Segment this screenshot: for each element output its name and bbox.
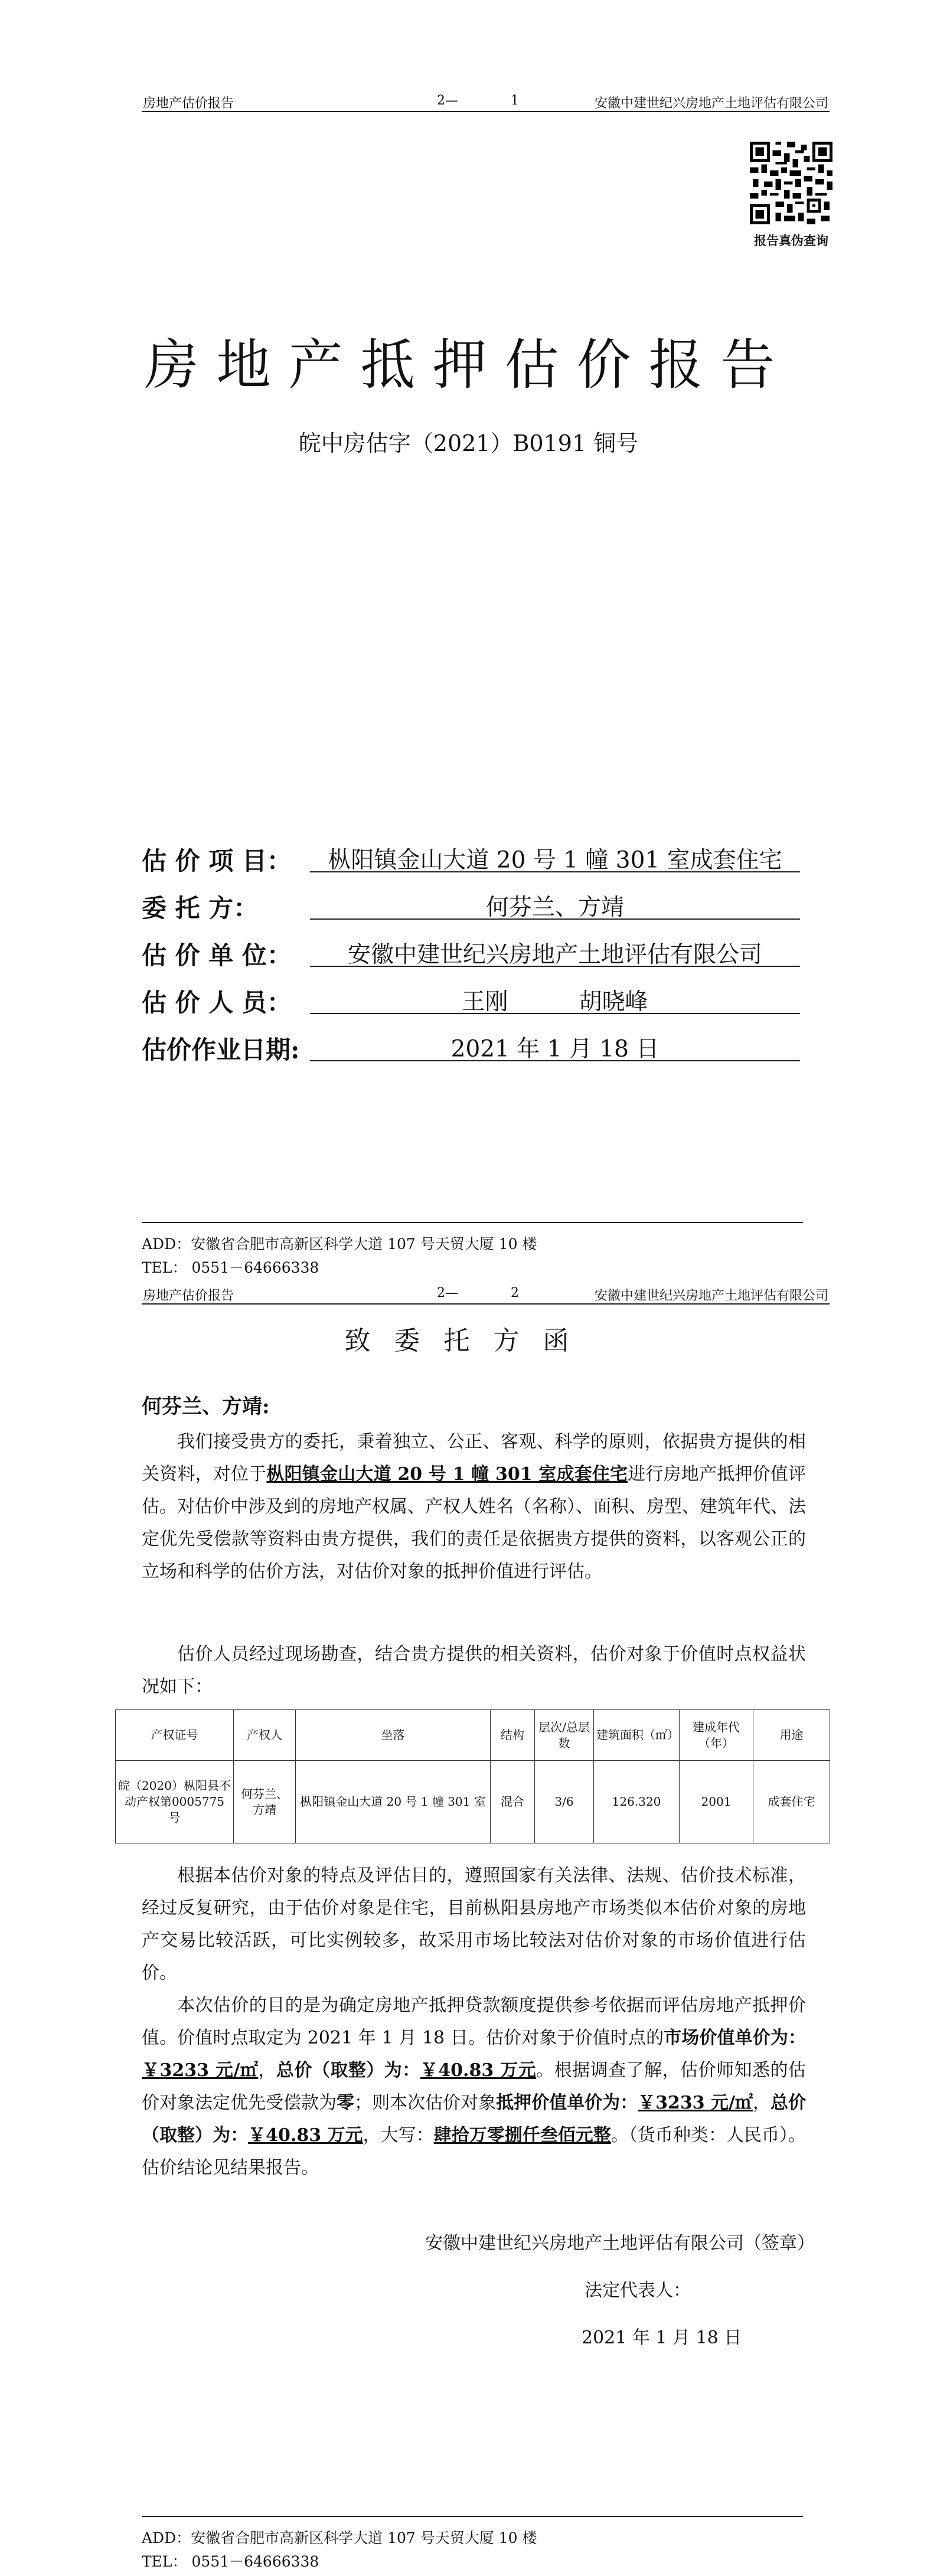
table-cell: 混合 xyxy=(491,1761,535,1843)
footer-address: ADD：安徽省合肥市高新区科学大道 107 号天贸大厦 10 楼 xyxy=(142,1235,537,1253)
signature-company: 安徽中建世纪兴房地产土地评估有限公司（签章） xyxy=(425,2233,815,2254)
footer-rule xyxy=(142,2516,803,2517)
client-label: 委 托 方： xyxy=(142,894,259,923)
header-section: 2— xyxy=(437,1286,458,1300)
table-header-row xyxy=(116,1710,830,1761)
report-title: 房地产抵押估价报告 xyxy=(144,334,793,397)
info-row-client xyxy=(142,885,803,922)
market-unit-price: ￥3233 元/㎡ xyxy=(142,2060,259,2081)
page-header xyxy=(142,90,830,112)
header-section: 2— xyxy=(437,93,458,108)
table-cell: 126.320 xyxy=(594,1761,680,1843)
table-row xyxy=(116,1761,830,1843)
header-company: 安徽中建世纪兴房地产土地评估有限公司 xyxy=(594,1289,828,1303)
column-header: 建成年代（年） xyxy=(680,1710,753,1761)
header-report-type: 房地产估价报告 xyxy=(143,1289,234,1303)
mortgage-unit-price: ￥3233 元/㎡ xyxy=(638,2093,753,2113)
header-page-number: 2 xyxy=(511,1286,519,1300)
appraiser-label: 估 价 人 员： xyxy=(142,988,292,1017)
header-page-number: 1 xyxy=(511,93,519,108)
table-cell: 枞阳镇金山大道 20 号 1 幢 301 室 xyxy=(296,1761,491,1843)
column-header: 结构 xyxy=(491,1710,535,1761)
letter-title: 致委托方函 xyxy=(344,1326,593,1356)
paragraph-intro: 我们接受贵方的委托，秉着独立、公正、客观、科学的原则，依据贵方提供的相关资料，对位于枞阳镇金山大道 20 号 1 幢 301 室成套住宅进行房地产抵押价值评估。对估价中涉及到的房地产权属、产权人姓名（名称）、面积、房型、建筑年代、法定优先受偿款等资料由贵方提供，我们的责任是依据贵方提供的资料，以客观公正的立场和科学的估价方法，对估价对象的抵押价值进行评估。 xyxy=(142,1431,807,1582)
cover-page xyxy=(0,0,937,1284)
property-address: 枞阳镇金山大道 20 号 1 幢 301 室成套住宅 xyxy=(266,1464,628,1485)
qr-code-label: 报告真伪查询 xyxy=(754,233,828,248)
signature-legal-rep: 法定代表人： xyxy=(585,2280,691,2301)
client-value: 何芬兰、方靖 xyxy=(310,889,800,920)
paragraph-valuation: 本次估价的目的是为确定房地产抵押贷款额度提供参考依据而评估房地产抵押价值。价值时点取定为 2021 年 1 月 18 日。估价对象于价值时点的市场价值单价为：￥3233 元/㎡，总价（取整）为：￥40.83 万元。根据调查了解，估价师知悉的估价对象法定优先受偿款为零；则本次估价对象抵押价值单价为：￥3233 元/㎡，总价（取整）为：￥40.83 万元，大写：肆拾万零捌仟叁佰元整。（货币种类：人民币）。估价结论见结果报告。 xyxy=(142,1995,807,2178)
footer-phone: TEL： 0551－64666338 xyxy=(142,2553,319,2570)
header-report-type: 房地产估价报告 xyxy=(143,96,234,111)
page-header xyxy=(142,1282,830,1305)
footer-address: ADD：安徽省合肥市高新区科学大道 107 号天贸大厦 10 楼 xyxy=(142,2529,537,2546)
unit-label: 估 价 单 位： xyxy=(142,941,292,970)
header-company: 安徽中建世纪兴房地产土地评估有限公司 xyxy=(594,96,828,111)
table-cell: 皖（2020）枞阳县不动产权第0005775 号 xyxy=(116,1761,234,1843)
total-in-words: 肆拾万零捌仟叁佰元整 xyxy=(433,2125,611,2146)
appraiser-name: 王刚 xyxy=(462,989,508,1015)
column-header: 坐落 xyxy=(296,1710,491,1761)
table-cell: 3/6 xyxy=(535,1761,594,1843)
column-header: 产权人 xyxy=(234,1710,296,1761)
market-total-price: ￥40.83 万元 xyxy=(420,2060,537,2081)
salutation: 何芬兰、方靖: xyxy=(142,1395,270,1418)
qr-code-icon[interactable] xyxy=(750,142,832,224)
paragraph-method: 根据本估价对象的特点及评估目的，遵照国家有关法律、法规、估价技术标准，经过反复研究，由于估价对象是住宅，目前枞阳县房地产市场类似本估价对象的房地产交易比较活跃，可比实例较多，故采用市场比较法对估价对象的市场价值进行估价。 xyxy=(142,1865,806,1983)
info-row-appraisers xyxy=(142,980,803,1016)
info-row-date xyxy=(142,1027,803,1064)
column-header: 用途 xyxy=(753,1710,830,1761)
date-value: 2021 年 1 月 18 日 xyxy=(310,1031,800,1061)
column-header: 建筑面积（㎡） xyxy=(594,1710,680,1761)
project-value: 枞阳镇金山大道 20 号 1 幢 301 室成套住宅 xyxy=(310,842,800,872)
report-number: 皖中房估字（2021）B0191 铜号 xyxy=(298,430,639,456)
column-header: 产权证号 xyxy=(116,1710,234,1761)
mortgage-total-price: ￥40.83 万元 xyxy=(248,2125,363,2146)
appraiser-value xyxy=(310,983,800,1014)
info-row-unit xyxy=(142,933,803,969)
unit-value: 安徽中建世纪兴房地产土地评估有限公司 xyxy=(310,936,800,967)
paragraph-survey: 估价人员经过现场勘查，结合贵方提供的相关资料，估价对象于价值时点权益状况如下： xyxy=(142,1644,806,1697)
table-cell: 何芬兰、方靖 xyxy=(234,1761,296,1843)
project-label: 估 价 项 目： xyxy=(142,846,292,875)
date-label: 估价作业日期: xyxy=(142,1035,300,1064)
table-cell: 2001 xyxy=(680,1761,753,1843)
info-row-project xyxy=(142,838,803,875)
property-rights-table xyxy=(115,1709,830,1843)
footer-phone: TEL： 0551－64666338 xyxy=(142,1259,319,1276)
appraiser-name: 胡晓峰 xyxy=(579,989,648,1015)
signature-date: 2021 年 1 月 18 日 xyxy=(582,2327,742,2348)
table-cell: 成套住宅 xyxy=(753,1761,830,1843)
footer-rule xyxy=(142,1222,803,1223)
column-header: 层次/总层数 xyxy=(535,1710,594,1761)
